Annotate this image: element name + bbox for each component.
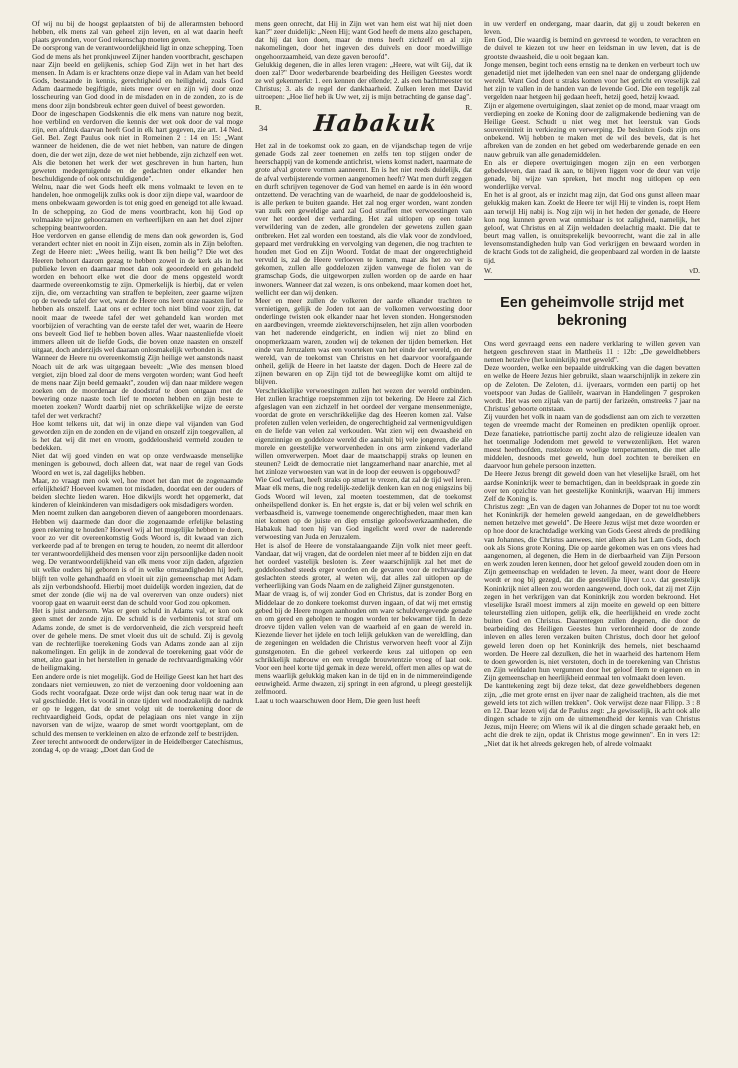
column-right [484, 20, 700, 1050]
paragraph: Door de ingeschapen Godskennis die elk mens van nature nog bezit, hoe verblind en verdorven die kennis der wet ook door de val moge zijn, een afdruk daarvan heeft God in elk hart gegeven, zie art. 14 Ned. Gel. Bel. Zegt Paulus ook niet in Romeinen 2 : 14 en 15: „Want wanneer de heidenen, die de wet niet hebben, van nature de dingen doen, die der wet zijn, deze de wet niet hebbende, zijn zichzelf een wet. Als die betonen het werk der wet geschreven in hun harten, hun geweten medegetuigende en de gedachten onder elkander hen beschuldigende of ook ontschuldigende". [32, 108, 243, 183]
paragraph: Niet dat wij goed vinden en wat op onze verdwaasde menselijke meningen is gebouwd, doch alleen dat, wat naar de regel van Gods Woord en wet is, zal dagelijks hebben. [32, 451, 243, 477]
paragraph: Laat u toch waarschuwen door Hem, Die geen lust heeft [255, 695, 421, 705]
paragraph: Maar, zo vraagt men ook wel, hoe moet het dan met de zogenaamde erfelijkheid? Hoeveel kwamen tot misdaden, doordat een der ouders of beiden slechte lieden waren. Hoe dikwijls wordt het opgemerkt, dat kinderen of kleinkinderen van misdadigers ook misdadigers worden. [32, 475, 243, 510]
column-left [32, 20, 243, 1050]
paragraph: En als er diepere overtuigingen mogen zijn en een verborgen gebedsleven, dan raad ik aan, te blijven liggen voor de deur van vrije genade, bij wijze van spreken, het mocht nog uitlopen op een wonderlijke verval. [484, 157, 700, 192]
paragraph: Jonge mensen, begint toch eens ernstig na te denken en verbeurt toch uw genadetijd niet met ijdelheden van een snel naar de ondergang glijdende wereld. Want God doet u straks komen voor het gericht en vreselijk zal het zijn te vallen in de handen van de levende God. Die een tegelijk zal vergelden naar hetgeen hij gedaan heeft, hetzij goed, hetzij kwaad. [484, 59, 700, 102]
paragraph: Men noemt zulken dan aangeboren dieven of aangeboren moordenaars. Hebben wij daarmede dan door die zogenaamde erfelijke belasting geen rekening te houden? Hoewel wij al het mogelijke hebben te doen, voor zo ver dit overeenkomstig Gods Woord is, dit kwaad van zich verkeerde pad af te brengen en terug te houden, zo neemt dit allerdoor ter verantwoordelijkheid des mensen voor zijn persoonlijke daden nooit weg. De verantwoordelijkheid van elk mens voor zijn daden, afgezien uit welke ouders hij geboren is of in welke omstandigheden hij leeft, blijft ten volle gehandhaafd en vloeit uit zijn gemeenschap met Adam als zijn verbondshoofd. Hierbij moet duidelijk worden ingezien, dat de smet der zonde (die wij na de val overerven van onze ouders) niet voorop gaat en waaruit eerst dan de schuld voor God zou opkomen. [32, 508, 243, 608]
signature-right: vD. [689, 265, 700, 275]
paragraph: Een andere orde is niet mogelijk. God de Heilige Geest kan het hart des zondaars niet vernieuwen, zo niet de verzoening door voldoening aan Gods recht voorafgaat. Deze orde wijst dan ook terug naar wat in de val geschiedde. Het is voorál in onze tijden wel noodzakelijk de nadruk er op te leggen, dat de smet volgt uit de toerekening door de rechtvaardigheid Gods, opdat de pelagiaan ons niet vange in zijn navorsen van de wijze, waarop de smet wordt voortgeplant, om de schuld des mensen te verkleinen en alzo de erfzonde zelf te bestrijden. [32, 671, 243, 738]
article-title: Een geheimvolle strijd met bekroning [500, 294, 684, 329]
paragraph: Wie God verlaat, heeft straks op smart te vrezen, dat zal de tijd wel leren. Maar elk mens, die nog redelijk-zedelijk denken kan en nog enigszins bij Gods Woord wil leven, zal moeten toestemmen, dat de toekomst onheilspellend donker is. En het ergste is, dat er bij velen wel schrik en verbaasdheid is, vanwege toenemende ongerechtigheden, maar men kan niet komen op de juiste en diep ernstige geloofswerkzaamheden, die Habakuk had toen hij van God ingelicht werd over de naderende verwoesting van Juda en Jeruzalem. [255, 475, 472, 542]
signature-right: R. [465, 102, 472, 112]
paragraph: Meer en meer zullen de volkeren der aarde elkander trachten te vernietigen, gelijk de Joden tot aan de volkomen verwoesting door onderlinge twisten ook elkander naar het leven stonden. Hongersnoden en aardbevingen, vreemde ziekteverschijnselen, het zijn allen voorboden van het naderende eindgericht, en indien wij niet zo blind en onopmerkzaam waren, zouden wij de tekenen der tijden bemerken. Het einde van Jeruzalem was een voorteken van het einde der wereld, en der wereld, van de toekomst van Christus en het daarvoor voorafgaande onheil, gelijk de Heere in het laatste der dagen. Doch de Heere zal de zijnen bewaren en op Zijn tijd tot de beweeglijke komt om altijd te blijven. [255, 295, 472, 387]
paragraph: Het zal in de toekomst ook zo gaan, en de vijandschap tegen de vrije genade Gods zal zeer toenemen en zelfs ten top stijgen onder de heerschappij van de komende antichrist, wiens komst nadert, naarmate de grote afval grotere vormen aanneemt. En is het niet reeds duidelijk, dat de afval verbijsterende vormen aangenomen heeft? Wat men durft zeggen en durft schrijven tegenover de God van hemel en aarde is in één woord ontzettend. De verachting van de waarheid, de naar de goddeloosheid is, is alle perken te buiten gaande. Het zal nog erger worden, want zonden van zulk een geweldige aard zal God straffen met verwoestingen van over het oordeel der verharding. Het zal uitlopen op een totale verwildering van de zeden, alle grondelen der gewetens zullen gaan ontbreken. Het zal worden een toestand, als die vlak voor de zondvloed, gepaard met verdrukking en vervolging van degenen, die nog trachten te houden met God en Zijn Woord. Totdat de maat der ongerechtigheid vervuld is, zal de Heere verloeven te komen, maar als het zo ver is gekomen, zullen alle goddelozen zijden vanwege de fiolen van de gramschap Gods, die uitgeworpen zullen worden op de aarde en haar inwoners. Wanneer dat zal wezen, is ons onbekend, maar komen doet het, wellicht eer dan wij denken. [255, 140, 472, 297]
paragraph: De oorsprong van de verantwoordelijkheid ligt in onze schepping. Toen God de mens als het pronkjuweel Zijner handen voortbracht, geschapen naar Zijn beeld en gelijkenis, schiep God Zijn wet in het hart des mensen. In Adam is er krachtens onze diepe val in Adam van het beeld Gods, bestaande in kennis, gerechtigheid en heiligheid, zoals God Adam daarmede begiftigde, niets meer over en zijn wij door onze losscheuring van God dood in de misdaden en in de zonden, zo is de mens door zijn bondsbreuk echter geen duivel of beest geworden. [32, 43, 243, 110]
paragraph: Zij vuurden het volk in naam van de godsdienst aan om zich te verzetten tegen de vreemde macht der Romeinen en predikten openlijk oproer. Deze fanatieke, patriottische partij zocht alzo de religieuze idealen van het toenmalige Jodendom met geweld te verwezenlijken. Het waren meest heethoofden, rusteloze en woelige temperamenten, die met alle middelen, desnoods met geweld, hun doel zochten te bereiken en daarvoor hun gehele persoon inzetten. [484, 412, 700, 471]
paragraph: Hoe verdorven en ganse ellendig de mens dan ook geworden is, God verandert echter niet en nooit in Zijn eisen, zomin als in Zijn beloften. Zegt de Heere niet: „Wees heilig, want Ik ben heilig"? Die wet des Heeren behoort daarom gezag te hebben zowel in de kerk als in het publieke leven en daarnaar moet dan ook geoordeeld en gehandeld worden en behoort elke wet die door de mens opgesteld wordt daarmede overeenkomstig te zijn. Opmerkelijk is hierbij, dat er velen zijn, die, om verzachting van straffen te bepleiten, zeer gaarne wijzen op de tweede tafel der wet, want de Heere ons leert onze naasten lief te hebben als onszelf. Laat ons er echter toch niet blind voor zijn, dat nooit maar de tweede tafel der wet gehandeld kan worden met voorbijzien of verachting van de eerste tafel der wet, waarin de Heere ons beveelt God lief te hebben boven alles. Waar naastenliefde vloeit immers alleen uit de liefde Gods, die boven onze naasten en onszelf uitgaat, doch anderzijds wel daaraan onlosmakelijk verbonden is. [32, 231, 243, 355]
signature-left: R. [255, 102, 262, 112]
paragraph: De Heere Jezus brengt dit geweld doen van het vleselijke Israël, om het aardse Koninkrijk weer te bemachtigen, dan in beeldspraak in goede zin over ten opzichte van het geestelijke Koninkrijk, waarvan Hij immers Zelf de Koning is. [484, 469, 700, 503]
paragraph: Het is alsof de Heere de vonstalaangaande Zijn volk niet meer geeft. Vandaar, dat wij vragen, dat de oordelen niet meer af te bidden zijn en dat het oordeel vastelijk besloten is. Zeer waarschijnlijk zal het met de goddelooshed steeds erger worden en de gevaren voor de rechtvaardige geslachten steeds groter, al weten wij, dat alles zal uitlopen op de verheerlijking van Gods Naam en de zaligheid Zijner gunstgenoten. [255, 540, 472, 591]
article-title: Habakuk [312, 109, 439, 137]
paragraph: Maar de vraag is, of wij zonder God en Christus, dat is zonder Borg en Middelaar de zo donkere toekomst durven ingaan, of dat wij met ernstig gebed bij de Heere mogen aanhouden om ware schuldvergevende genade en om gered en geholpen te mogen worden ter bekwamer tijd. In deze droeve tijden vallen velen van de waarheid af en gaan de wereld in. Kiezende liever het ijdele en toch lelijk gelukken van de wereldling, dan de zegeningen en weldaden die Christus verworven heeft voor al Zijn gunstgenoten. En die geheel verkeerde keus zal uitlopen op een schrikkelijk nabrouw en een vreugde brouwtentzie vroeg of laat ook. Voor een heel korte tijd gemak in deze wereld, offert men alles op wat de mens waarlijk gelukkig maken kan in de tijd en in de nimmereindigende eeuwigheid. Arme dwazen, zij springt in een afgrond, u pleegt geestelijk zelfmoord. [255, 589, 472, 697]
paragraph: Een God, Die waardig is bemind en gevreesd te worden, te verachten en de duivel te kiezen tot uw heer en leidsman in uw leven, dat is de grootste dwaasheid, die u ooit begaan kan. [484, 35, 700, 61]
paragraph: in uw verderf en ondergang, maar daarin, dat gij u zoudt bekeren en leven. [484, 20, 700, 37]
paragraph: Zeer terecht antwoordt de onderwijzer in de Heidelberger Catechismus, zondag 4, op de vraag: „Doet dan God de [32, 736, 243, 754]
paragraph: Hoe komt telkens uit, dat wij in onze diepe val vijanden van God geworden zijn en de zonden en de vijand en onszelf zijn toegevallen, al is het dat wij dit met en vroom, goddeloosheid vermeld zouden te bedekken. [32, 418, 243, 453]
page-number: 34 [259, 122, 268, 133]
paragraph: Welnu, naar die wet Gods heeft elk mens volmaakt te leven en te handelen, hoe onmogelijk zulks ook is door zijn diepe val, waardoor de mens onbekwaam geworden is tot enig goed en geneigd tot alle kwaad. In de schepping, zo God de mens voortbracht, kon hij God op volmaakte wijze gehoorzamen en verheerlijken en aan het doel zijner schepping beantwoorden. [32, 182, 243, 232]
paragraph: Ons werd gevraagd eens een nadere verklaring te willen geven van hetgeen geschreven staat in Mattheüs 11 : 12b: „De geweldhebbers nemen hetzelve (het koninkrijk) met geweld". [484, 338, 700, 365]
article-header [255, 109, 472, 137]
paragraph: En het is al groot, als er inzicht mag zijn, dat God ons gunst alleen maar gelukkig maken kan. Zoekt de Heere ter wijl Hij te vinden is, roept Hem aan terwijl Hij nabij is. Nog zijn wij in het heden der genade, de Heere kon nog kunnen geven wat onmisbaar is tot zaligheid, namelijk, het geloof, wat Christus en al Zijn weldaden deelachtig maakt. Die dat te beurt mag vallen, is onuitsprekelijk bevoorrecht, want die zal in alle levensomstandigheden hulp van God verkrijgen en bewaard worden in de kracht Gods tot de zaligheid, die geopenbaard zal worden in de laatste tijd. [484, 190, 700, 265]
divider [484, 279, 700, 280]
column-middle [255, 20, 472, 1050]
paragraph: De kanttekening zegt bij deze tekst, dat deze geweldhebbers degenen zijn, „die met grote ernst en ijver naar de zaligheid trachten, als die met geweld iets tot zich willen trekken". Ook verwijst deze naar Filipp. 3 : 8 en 12. Daar lezen wij dat de Paulus zegt: „Ja gewisselijk, ik acht ook alle dingen schade te zijn om de uitnemendheid der kennis van Christus Jezus, mijn Heere; om Wiens wil ik al die dingen schade geraakt heb, en acht die drek te zijn, opdat ik Christus moge gewinnen". En in vers 12: „Niet dat ik het alreeds gekregen heb, of alrede volmaakt [484, 681, 700, 748]
paragraph: Deze woorden, welke een bepaalde uitdrukking van die dagen bevatten en welke de Heere Jezus hier gebruikt, slaan waarschijnlijk in zekere zin op de Zeloten. De Zeloten, d.i. ijveraars, vormden een partij op het voetspoor van Judas de Galileër, waarvan in Handelingen 7 gesproken wordt. Het was een zijtak van de partij der farizeën, omstreeks 7 jaar na Christus' geboorte ontstaan. [484, 363, 700, 414]
paragraph: mens geen onrecht, dat Hij in Zijn wet van hem eist wat hij niet doen kan?" zeer duidelijk: „Neen Hij; want God heeft de mens alzo geschapen, dat hij dat kon doen, maar de mens heeft zichzelf en al zijn nakomelingen, door het ingeven des duivels en door moedwillige ongehoorzaamheid, van deze gaven beroofd". [255, 20, 472, 61]
paragraph: Verschrikkelijke verwoestingen zullen het wezen der wereld ontbinden. Het zullen krachtige roepstemmen zijn tot bekering. De Heere zal Zich afgeslagen van een zichzelf in het oordeel der vergane mensenmenigte, voordat de grote en verschrikkelijke dag des Heeren komen zal. Valse profeten zullen velen verleiden, de ongerechtigheid zal vermenigvuldigen en de liefde van velen zal verkouden. Wat zien wij een dwaasheid en eigenzinnige en goddeloze wereld die aansluit bij vele jongeren, die alle morele en geestelijke verworvenheden in ons arm zinkend vaderland willen omverwerpen. Moet daar de maatschappij straks op leunen en steunen? Leidt de democratie niet langzamerhand naar anarchie, met al het zinloze verwoesten van wat in de loop der eeuwen is opgebouwd? [255, 385, 472, 477]
paragraph: Of wij nu bij de hoogst geplaatsten of bij de allerarmsten behoord hebben, elk mens zal van geheel zijn leven, en al wat daarin heeft plaats gevonden, voor God rekenschap moeten geven. [32, 20, 243, 45]
paragraph: Christus zegt: „En van de dagen van Johannes de Doper tot nu toe wordt het Koninkrijk der hemelen geweld aangedaan, en de geweldhebbers nemen hetzelve met geweld". De Heere Jezus wijst met deze woorden er op hoe door de krachtdadige werking van Gods Geest alreds de prediking van Johannes, die Christus aanwees, niet alleen als het Lam Gods, doch ook als Sions grote Koning. Die op aarde gekomen was en ons vlees had aangenomen, al degenen, die Hem in de dierbaarheid van Zijn Persoon en werk zouden leren kennen, door het geloof geweld zouden doen om in Zijn gemeenschap en weldaden te leven. Ja meer, want door de Heere wordt er nog bij gezegd, dat die geestelijke lijver t.o.v. dat geestelijk Koninkrijk niet alleen zou worden aangewend, doch ook, dat zij met Zijn zegen in het verkrijgen van dat Koninkrijk zou worden bekroond. Het vleselijke Israël moest immers al zijn moeite en geweld op een bittere teleurstelling zien uitlopen, gelijk elk, die heerlijkheid en vrede zocht buiten God en Christus. Daarentegen zullen degenen, die door de bearbeiding des Heiligen Geestes hun verlorenheid door de zonde inleven en alles leren verzaken buiten Christus, doch door het geloof geweld leren doen op het Koninkrijk des hemels, niet beschaamd worden. De Heere zal dezulken, die het in waarheid des hartenom Hem te doen geworden is, niet verstoten, doch in de toerekening van Christus en Zijn weldaden hun vergunnen door het geloof Hem te eigenen en in Zijn gemeenschap en heerlijkheid eenmaal ten volmaakt doen leven. [484, 501, 700, 683]
signature-line [484, 267, 700, 275]
paragraph: Gelukkig degenen, die in alles leren vragen: „Heere, wat wilt Gij, dat ik doen zal?" Door wederbarende bearbeiding des Heiligen Geestes wordt ze wel gekenmerkt: 1. een kennen der ellende; 2. als een bachtmeester tot Christus; 3. als de regel der dankbaarheid. Zulken leren met David uitroepen: „Hoe lief heb ik Uw wet, zij is mijn betrachting de ganse dag". [255, 59, 472, 102]
paragraph: Wanneer de Heere nu overeenkomstig Zijn heilige wet aanstonds naast Noach uit de ark was uitgegaan beveelt: „Wie des mensen bloed vergiet, zijn bloed zal door de mens vergoten worden; want God heeft de mens naar Zijn beeld gemaakt", zouden wij dan naar mildere wegen zoeken om de moordenaar de doodstraf te doen ontgaan met de bewering onze naaste toch lief te moeten hebben en zijn beste te moeten zoeken? Wordt daarbij niet op schrikkelijke wijze de eerste tafel der wet verkracht? [32, 353, 243, 420]
paragraph: Het is juist andersom. Was er geen schuld in Adams val, er kon ook geen smet der zonde zijn. De schuld is de verbintenis tot straf om Adams zonde, de smet is de verdorvenheid, die zich verspreid heeft over de gehele mens. De smet vloeit dus uit de schuld. Zij is gevolg van de rechterlijke toerekening Gods van Adams zonde aan al zijn nakomelingen. En gelijk in de zondeval de toerekening gaat vóór de smet, alzo gaat in het herstellen in genade de rechtvaardigmaking vóór de heiligmaking. [32, 606, 243, 673]
paragraph: Zijn er algemene overtuigingen, slaat zeniet op de mond, maar vraagt om verdieping en zoeke de Koning door de zaligmakende bediening van de Heilige Geest. Schudt u niet weg met het leerstuk van Gods souvereiniteit in verkiezing en verwerping. De besluiten Gods zijn ons onbekend. Wij hebben te maken met de wil des bevels, dat is het afbreken van de zonden en het gebed om wederbarende genade en een nauw gebruik van alle genademiddelen. [484, 100, 700, 159]
signature-left: W. [484, 265, 493, 275]
